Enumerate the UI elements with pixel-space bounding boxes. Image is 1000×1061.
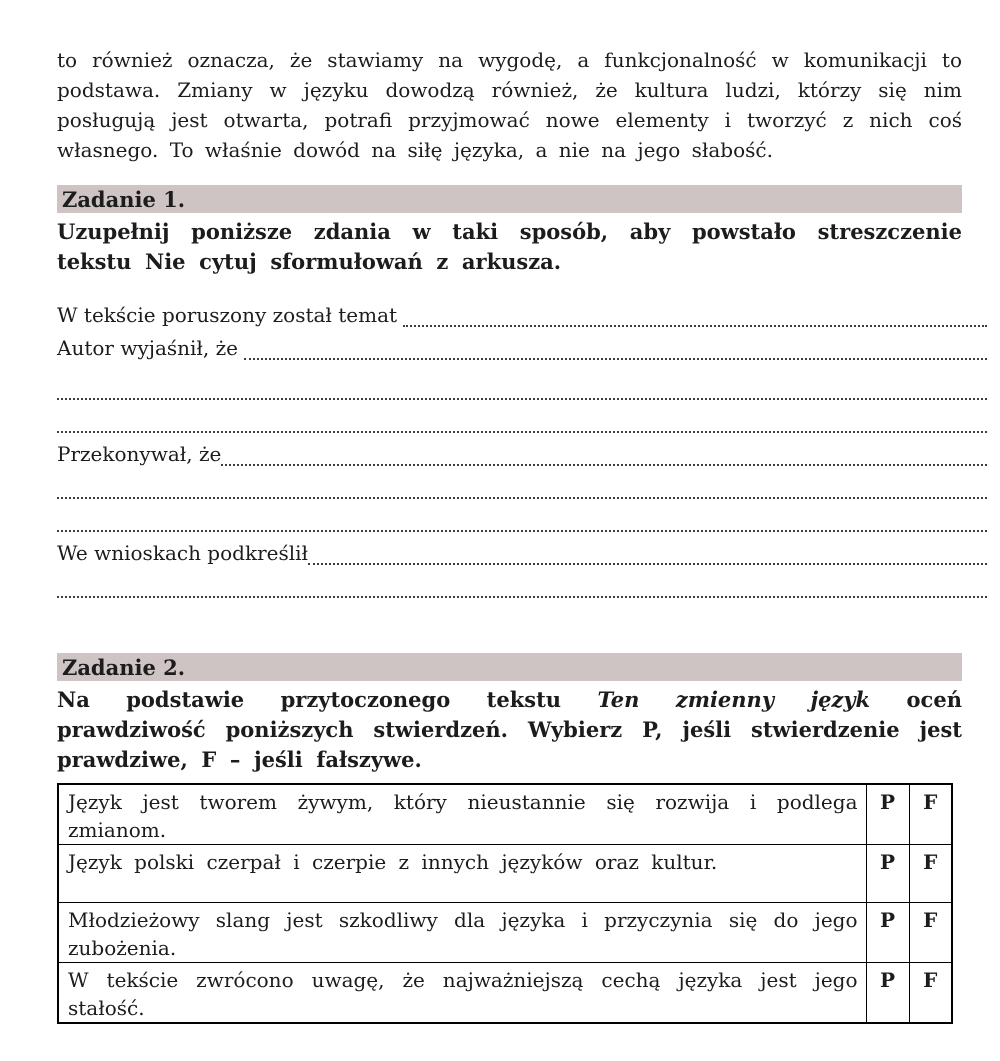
answer-dotted-line[interactable]: [57, 504, 987, 532]
answer-dotted-line[interactable]: [308, 537, 987, 565]
choice-p-cell[interactable]: P: [866, 784, 909, 845]
fill-label: Autor wyjaśnił, że: [57, 336, 245, 360]
choice-f-cell[interactable]: F: [909, 784, 952, 845]
task2-instruction: [57, 685, 962, 775]
choice-f-cell[interactable]: F: [909, 903, 952, 963]
table-row: [58, 903, 952, 963]
fill-line: [57, 332, 987, 365]
task1-instruction: Uzupełnij poniższe zdania w taki sposób, aby powstało streszczenie tekstu Nie cytuj sformułowań z arkusza.: [57, 219, 962, 274]
answer-dotted-line[interactable]: [244, 332, 987, 360]
choice-f-cell[interactable]: F: [909, 845, 952, 903]
fill-line: [57, 438, 987, 471]
intro-paragraph: to również oznacza, że stawiamy na wygodę, a funkcjonalność w komunikacji to podstawa. Zmiany w języku dowodzą również, że kultura ludzi, którzy się nim posługują jest otwarta, potrafi przyjmować nowe elementy i tworzyć z nich coś własnego. To właśnie dowód na siłę języka, a nie na jego słabość.: [57, 48, 962, 162]
fill-line: [57, 372, 987, 405]
table-row: [58, 845, 952, 903]
task1-fill-lines: [57, 299, 987, 603]
fill-line: [57, 471, 987, 504]
task1-header-bar: [57, 185, 962, 213]
fill-line: [57, 570, 987, 603]
answer-dotted-line[interactable]: [57, 405, 987, 433]
true-false-table: [57, 783, 953, 1024]
task2-instruction-suffix: oceń prawdziwość poniższych stwierdzeń. Wybierz P, jeśli stwierdzenie jest prawdziwe, F – jeśli fałszywe.: [57, 687, 962, 772]
answer-dotted-line[interactable]: [403, 299, 987, 327]
statement-cell: W tekście zwrócono uwagę, że najważniejszą cechą języka jest jego stałość.: [58, 963, 866, 1024]
statement-cell: Język polski czerpał i czerpie z innych języków oraz kultur.: [58, 845, 866, 903]
choice-p-cell[interactable]: P: [866, 845, 909, 903]
statement-cell: Młodzieżowy slang jest szkodliwy dla języka i przyczynia się do jego zubożenia.: [58, 903, 866, 963]
task2-header-label: Zadanie 2.: [62, 654, 186, 680]
fill-line: [57, 405, 987, 438]
task2-instruction-title: Ten zmienny język: [597, 687, 871, 712]
fill-line: [57, 504, 987, 537]
answer-dotted-line[interactable]: [57, 570, 987, 598]
fill-label: Przekonywał, że: [57, 442, 222, 466]
answer-dotted-line[interactable]: [57, 372, 987, 400]
choice-f-cell[interactable]: F: [909, 963, 952, 1024]
fill-line: [57, 299, 987, 332]
task2-header-bar: [57, 653, 962, 681]
table-row: [58, 784, 952, 845]
task1-header-label: Zadanie 1.: [62, 186, 186, 212]
choice-p-cell[interactable]: P: [866, 963, 909, 1024]
answer-dotted-line[interactable]: [57, 471, 987, 499]
fill-line: [57, 537, 987, 570]
table-row: [58, 963, 952, 1024]
statement-cell: Język jest tworem żywym, który nieustannie się rozwija i podlega zmianom.: [58, 784, 866, 845]
task2-section: [57, 653, 962, 1024]
task2-instruction-prefix: Na podstawie przytoczonego tekstu: [57, 687, 598, 712]
fill-label: We wnioskach podkreślił: [57, 541, 309, 565]
choice-p-cell[interactable]: P: [866, 903, 909, 963]
fill-label: W tekście poruszony został temat: [57, 303, 404, 327]
answer-dotted-line[interactable]: [221, 438, 987, 466]
